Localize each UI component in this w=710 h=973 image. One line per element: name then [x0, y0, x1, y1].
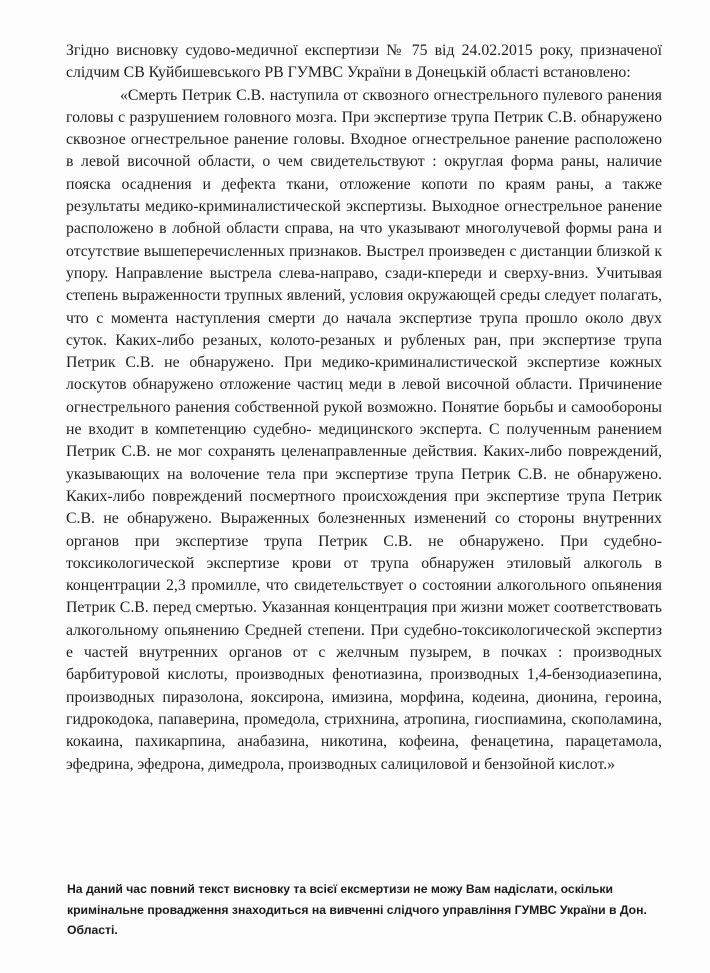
footer-note: На даний час повний текст висновку та всієї ексмертизи не можу Вам надіслати, оскільки кримінальне провадження знаходиться на вивченні слідчого управління ГУМВС України в Дон. Області. [67, 882, 647, 937]
expert-conclusion-quote: «Смерть Петрик С.В. наступила от сквозного огнестрельного пулевого ранения головы с разрушением головного мозга. При экспертизе трупа Петрик С.В. обнаружено сквозное огнестрельное ранение головы. Входное огнестрельное ранение расположено в левой височной области, о чем свидетельствуют : округлая форма раны, наличие пояска осаднения и дефекта ткани, отложение копоти по краям раны, а также результаты медико-криминалистической экспертизы. Выходное огнестрельное ранение расположено в лобной области справа, на что указывают многолучевой формы рана и отсутствие вышеперечисленных признаков. Выстрел произведен с дистанции близкой к упору. Направление выстрела слева-направо, сзади-кпереди и сверху-вниз. Учитывая степень выраженности трупных явлений, условия окружающей среды следует полагать, что с момента наступления смерти до начала экспертизе трупа прошло около двух суток. Каких-либо резаных, колото-резаных и рубленых ран, при экспертизе трупа Петрик С.В. не обнаружено. При медико-криминалистической экспертизе кожных лоскутов обнаружено отложение частиц меди в левой височной области. Причинение огнестрельного ранения собственной рукой возможно. Понятие борьбы и самообороны не входит в компетенцию судебно- медицинского эксперта. С полученным ранением Петрик С.В. не мог сохранять целенаправленные действия. Каких-либо повреждений, указывающих на волочение тела при экспертизе трупа Петрик С.В. не обнаружено. Каких-либо повреждений посмертного происхождения при экспертизе трупа Петрик С.В. не обнаружено. Выраженных болезненных изменений со стороны внутренних органов при экспертизе трупа Петрик С.В. не обнаружено. При судебно-токсикологической экспертизе крови от трупа обнаружен этиловый алкоголь в концентрации 2,3 промилле, что свидетельствует о состоянии алкогольного опьянения Петрик С.В. перед смертью. Указанная концентрация при жизни может соответствовать алкогольному опьянению Средней степени. При судебно-токсикологической экспертиз е частей внутренних органов от с желчным пузырем, в почках : производных барбитуровой кислоты, производных фенотиазина, производных 1,4-бензодиазепина, производных пиразолона, яоксирона, имизина, морфина, кодеина, дионина, героина, гидрокодока, папаверина, промедола, стрихнина, атропина, гиоспиамина, скополамина, кокаина, пахикарпина, анабазина, никотина, кофеина, фенацетина, парацетамола, эфедрина, эфедрона, димедрола, производных салициловой и бензойной кислот.» [66, 86, 662, 773]
intro-paragraph: Згідно висновку судово-медичної експертизи № 75 від 24.02.2015 року, призначеної слідчим СВ Куйбишевського РВ ГУМВС України в Донецькій області встановлено: [66, 42, 662, 82]
document-body [66, 40, 662, 776]
